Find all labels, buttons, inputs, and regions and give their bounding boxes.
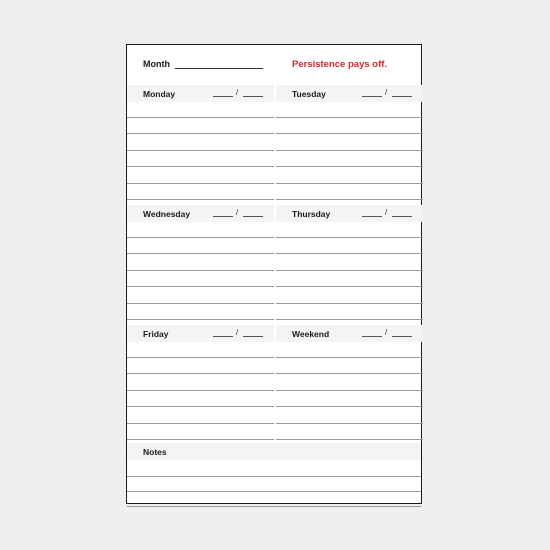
section-header: [127, 85, 274, 102]
day-label: Thursday: [292, 209, 331, 219]
section-weekend: [276, 325, 423, 342]
writing-line: [276, 199, 423, 200]
day-label: Monday: [143, 89, 176, 99]
planner-sheet: [126, 44, 422, 504]
writing-line: [127, 237, 274, 238]
writing-line: [127, 303, 274, 304]
date-separator: /: [385, 88, 388, 97]
section-wednesday: [127, 205, 274, 222]
writing-line: [127, 133, 274, 134]
writing-line: [127, 476, 421, 477]
writing-line: [276, 237, 423, 238]
date-separator: /: [385, 208, 388, 217]
writing-line: [276, 406, 423, 407]
section-tuesday: [276, 85, 423, 102]
date-separator: /: [236, 328, 239, 337]
writing-line: [127, 390, 274, 391]
writing-line: [127, 166, 274, 167]
notes-label: Notes: [143, 447, 167, 457]
writing-line: [276, 286, 423, 287]
writing-line: [276, 423, 423, 424]
section-header: [127, 205, 274, 222]
date-separator: /: [236, 88, 239, 97]
writing-line: [276, 117, 423, 118]
date-blank-day: [243, 336, 263, 337]
date-blank-month: [213, 96, 233, 97]
date-separator: /: [236, 208, 239, 217]
section-notes: [127, 443, 421, 460]
writing-line: [127, 319, 274, 320]
month-blank-line: [175, 68, 263, 69]
writing-line: [276, 166, 423, 167]
section-header: [127, 325, 274, 342]
writing-line: [127, 373, 274, 374]
month-label: Month: [143, 59, 170, 69]
planner-header: [127, 45, 421, 85]
section-header: [276, 85, 423, 102]
writing-line: [127, 150, 274, 151]
writing-line: [276, 357, 423, 358]
section-header: [276, 325, 423, 342]
writing-line: [127, 183, 274, 184]
writing-line: [276, 150, 423, 151]
date-blank-month: [213, 336, 233, 337]
section-monday: [127, 85, 274, 102]
day-label: Friday: [143, 329, 169, 339]
writing-line: [276, 439, 423, 440]
writing-line: [127, 423, 274, 424]
writing-line: [276, 319, 423, 320]
date-blank-day: [392, 96, 412, 97]
writing-line: [276, 270, 423, 271]
writing-line: [127, 270, 274, 271]
date-blank-month: [362, 96, 382, 97]
writing-line: [127, 506, 421, 507]
date-blank-day: [392, 216, 412, 217]
writing-line: [127, 357, 274, 358]
writing-line: [276, 183, 423, 184]
writing-line: [276, 390, 423, 391]
date-blank-month: [362, 336, 382, 337]
day-label: Wednesday: [143, 209, 191, 219]
section-thursday: [276, 205, 423, 222]
writing-line: [127, 253, 274, 254]
writing-line: [127, 439, 274, 440]
writing-line: [276, 303, 423, 304]
section-header: [127, 443, 421, 460]
date-blank-month: [213, 216, 233, 217]
section-header: [276, 205, 423, 222]
writing-line: [276, 373, 423, 374]
date-separator: /: [385, 328, 388, 337]
writing-line: [276, 253, 423, 254]
date-blank-day: [243, 96, 263, 97]
motto-text: Persistence pays off.: [292, 59, 388, 70]
writing-line: [127, 491, 421, 492]
writing-line: [127, 199, 274, 200]
date-blank-month: [362, 216, 382, 217]
writing-line: [276, 133, 423, 134]
date-blank-day: [243, 216, 263, 217]
writing-line: [127, 117, 274, 118]
day-label: Tuesday: [292, 89, 326, 99]
writing-line: [127, 406, 274, 407]
day-label: Weekend: [292, 329, 330, 339]
writing-line: [127, 286, 274, 287]
section-friday: [127, 325, 274, 342]
date-blank-day: [392, 336, 412, 337]
